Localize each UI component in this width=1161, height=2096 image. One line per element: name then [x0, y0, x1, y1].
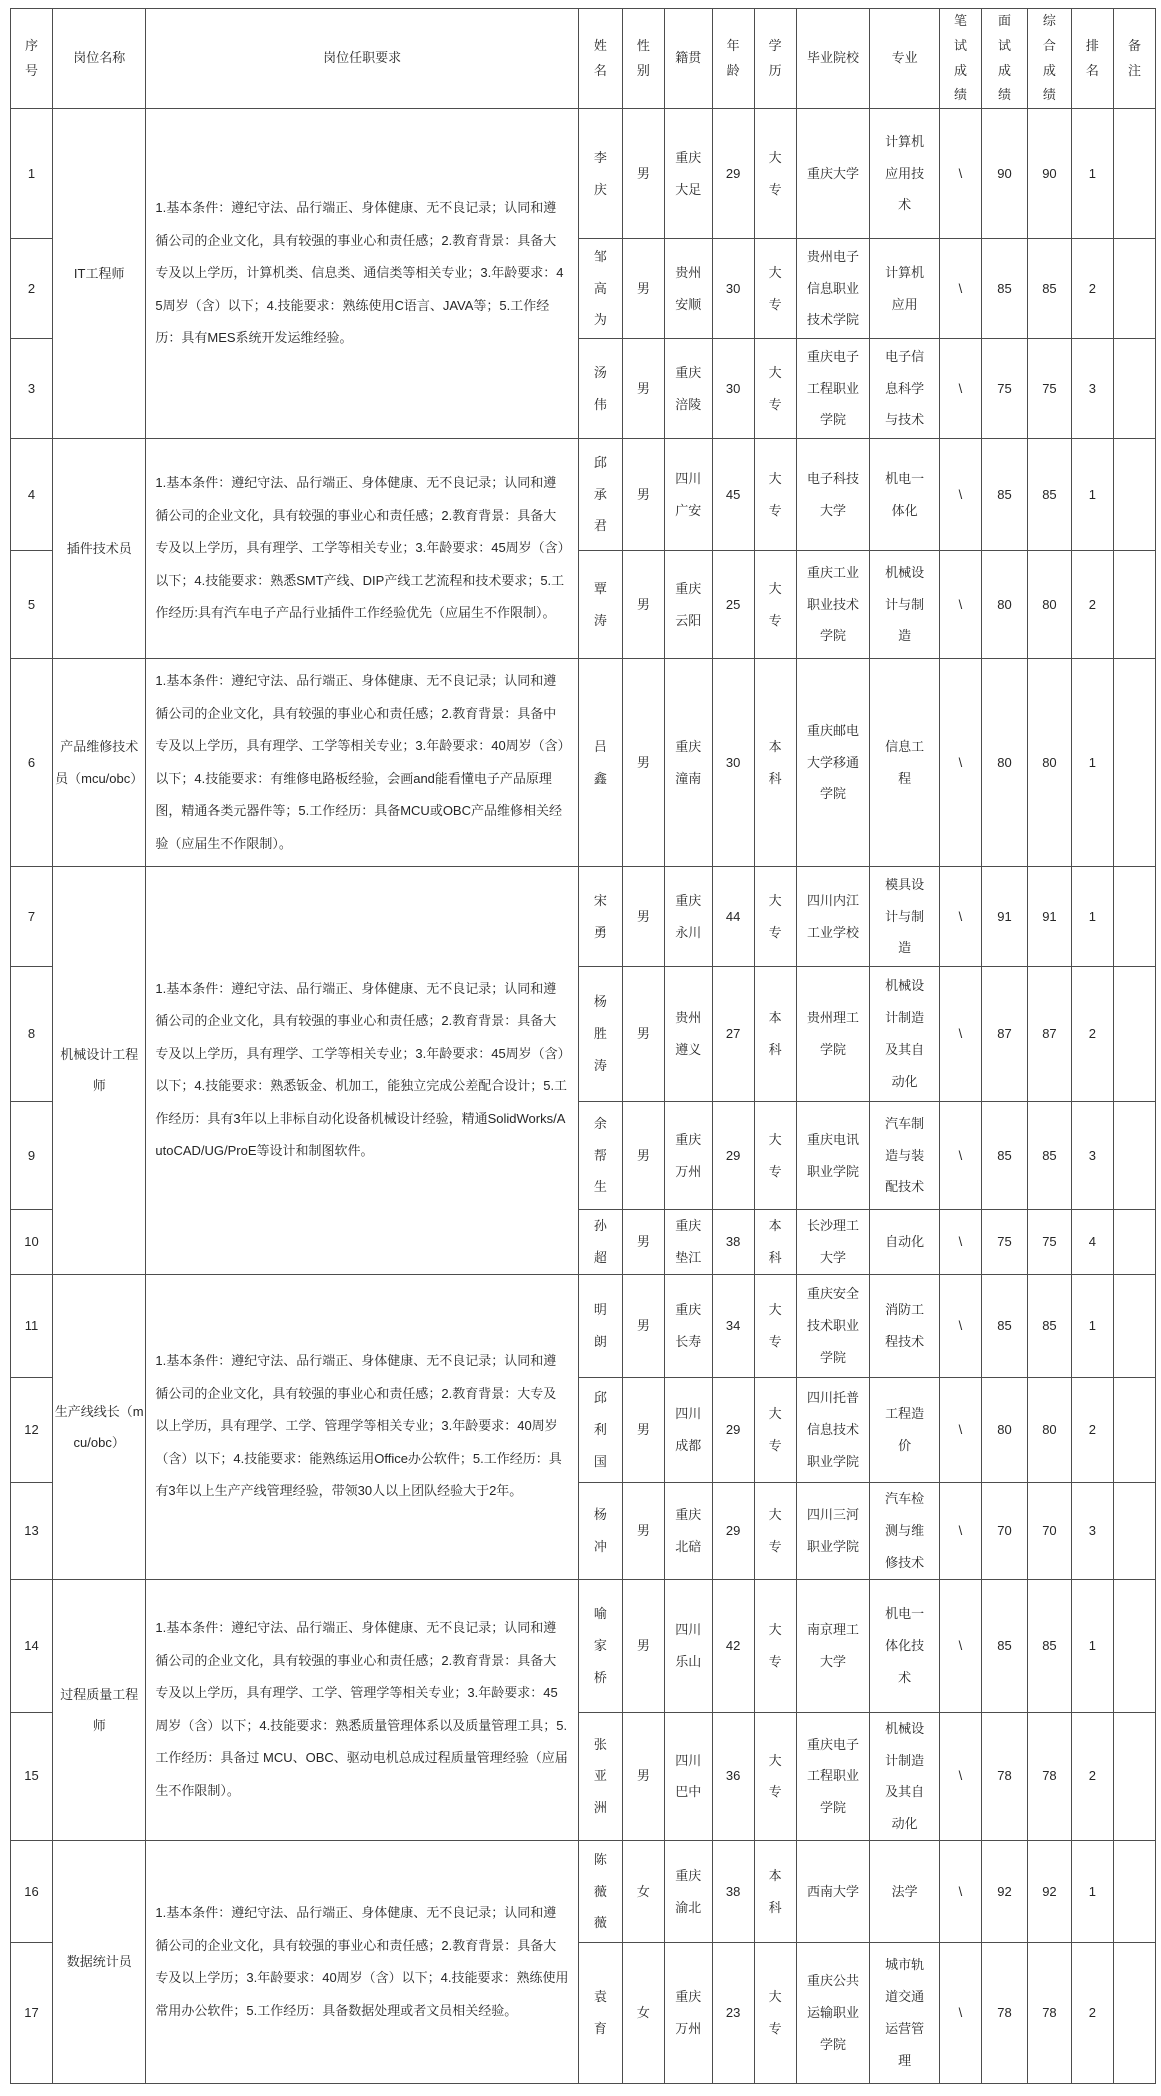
col-header-school: 毕业院校 [796, 9, 870, 109]
school-cell: 重庆安全技术职业学院 [796, 1274, 870, 1377]
school-cell: 贵州理工学院 [796, 967, 870, 1102]
written-score-cell: \ [939, 1841, 981, 1943]
major-cell: 模具设计与制造 [870, 867, 940, 967]
interview-score-cell: 85 [981, 439, 1027, 551]
school-cell: 电子科技大学 [796, 439, 870, 551]
row-index: 7 [11, 867, 53, 967]
interview-score-cell: 78 [981, 1943, 1027, 2084]
name-cell: 明朗 [578, 1274, 622, 1377]
row-index: 8 [11, 967, 53, 1102]
row-index: 17 [11, 1943, 53, 2084]
gender-cell: 男 [622, 1102, 664, 1210]
row-index: 5 [11, 551, 53, 659]
interview-score-cell: 80 [981, 551, 1027, 659]
row-index: 11 [11, 1274, 53, 1377]
rank-cell: 4 [1071, 1210, 1113, 1275]
interview-score-cell: 92 [981, 1841, 1027, 1943]
gender-cell: 男 [622, 1274, 664, 1377]
col-header-position: 岗位名称 [53, 9, 146, 109]
col-header-requirements: 岗位任职要求 [146, 9, 578, 109]
interview-score-cell: 87 [981, 967, 1027, 1102]
name-cell: 邹高为 [578, 239, 622, 339]
name-cell: 李庆 [578, 109, 622, 239]
age-cell: 29 [712, 109, 754, 239]
hometown-cell: 重庆大足 [664, 109, 712, 239]
rank-cell: 1 [1071, 867, 1113, 967]
school-cell: 重庆大学 [796, 109, 870, 239]
gender-cell: 男 [622, 1482, 664, 1579]
rank-cell: 1 [1071, 1579, 1113, 1712]
hometown-cell: 重庆潼南 [664, 659, 712, 867]
col-header-index: 序号 [11, 9, 53, 109]
gender-cell: 男 [622, 1579, 664, 1712]
remark-cell [1113, 239, 1155, 339]
interview-score-cell: 90 [981, 109, 1027, 239]
hometown-cell: 重庆万州 [664, 1943, 712, 2084]
rank-cell: 2 [1071, 1943, 1113, 2084]
row-index: 2 [11, 239, 53, 339]
col-header-interview-score: 面试成绩 [981, 9, 1027, 109]
major-cell: 机械设计与制造 [870, 551, 940, 659]
hometown-cell: 重庆北碚 [664, 1482, 712, 1579]
interview-score-cell: 78 [981, 1712, 1027, 1840]
education-cell: 大专 [754, 551, 796, 659]
position-cell: IT工程师 [53, 109, 146, 439]
written-score-cell: \ [939, 1210, 981, 1275]
position-cell: 数据统计员 [53, 1841, 146, 2084]
table-row [11, 1841, 1156, 1943]
education-cell: 大专 [754, 439, 796, 551]
requirements-cell: 1.基本条件：遵纪守法、品行端正、身体健康、无不良记录；认同和遵循公司的企业文化，具有较强的事业心和责任感；2.教育背景：具备大专及以上学历，具有理学、工学等相关专业；3.年龄要求：45周岁（含）以下；4.技能要求：熟悉SMT产线、DIP产线工艺流程和技术要求；5.工作经历:具有汽车电子产品行业插件工作经验优先（应届生不作限制）。 [146, 439, 578, 659]
overall-score-cell: 78 [1027, 1943, 1071, 2084]
row-index: 10 [11, 1210, 53, 1275]
major-cell: 机电一体化 [870, 439, 940, 551]
overall-score-cell: 85 [1027, 1102, 1071, 1210]
age-cell: 38 [712, 1841, 754, 1943]
interview-score-cell: 85 [981, 1579, 1027, 1712]
major-cell: 信息工程 [870, 659, 940, 867]
overall-score-cell: 85 [1027, 439, 1071, 551]
position-cell: 插件技术员 [53, 439, 146, 659]
school-cell: 西南大学 [796, 1841, 870, 1943]
overall-score-cell: 90 [1027, 109, 1071, 239]
written-score-cell: \ [939, 659, 981, 867]
rank-cell: 1 [1071, 1274, 1113, 1377]
education-cell: 本科 [754, 659, 796, 867]
gender-cell: 男 [622, 1712, 664, 1840]
rank-cell: 2 [1071, 967, 1113, 1102]
remark-cell [1113, 1841, 1155, 1943]
rank-cell: 3 [1071, 1482, 1113, 1579]
written-score-cell: \ [939, 1274, 981, 1377]
school-cell: 重庆电子工程职业学院 [796, 1712, 870, 1840]
remark-cell [1113, 1712, 1155, 1840]
rank-cell: 1 [1071, 659, 1113, 867]
hometown-cell: 重庆涪陵 [664, 339, 712, 439]
recruitment-results-table [10, 8, 1156, 2084]
row-index: 13 [11, 1482, 53, 1579]
table-row [11, 867, 1156, 967]
remark-cell [1113, 1377, 1155, 1482]
education-cell: 本科 [754, 1841, 796, 1943]
col-header-overall-score: 综合成绩 [1027, 9, 1071, 109]
name-cell: 邱利国 [578, 1377, 622, 1482]
interview-score-cell: 75 [981, 1210, 1027, 1275]
requirements-cell: 1.基本条件：遵纪守法、品行端正、身体健康、无不良记录；认同和遵循公司的企业文化，具有较强的事业心和责任感；2.教育背景：具备中专及以上学历，具有理学、工学等相关专业；3.年龄要求：40周岁（含）以下；4.技能要求：有维修电路板经验，会画and能看懂电子产品原理图，精通各类元器件等；5.工作经历：具备MCU或OBC产品维修相关经验（应届生不作限制）。 [146, 659, 578, 867]
overall-score-cell: 80 [1027, 1377, 1071, 1482]
hometown-cell: 贵州遵义 [664, 967, 712, 1102]
table-row [11, 1274, 1156, 1377]
col-header-name: 姓名 [578, 9, 622, 109]
requirements-cell: 1.基本条件：遵纪守法、品行端正、身体健康、无不良记录；认同和遵循公司的企业文化，具有较强的事业心和责任感；2.教育背景：具备大专及以上学历，具有理学、工学等相关专业；3.年龄要求：45周岁（含）以下；4.技能要求：熟悉钣金、机加工，能独立完成公差配合设计；5.工作经历：具有3年以上非标自动化设备机械设计经验，精通SolidWorks/AutoCAD/UG/ProE等设计和制图软件。 [146, 867, 578, 1275]
name-cell: 袁育 [578, 1943, 622, 2084]
rank-cell: 2 [1071, 239, 1113, 339]
education-cell: 大专 [754, 339, 796, 439]
education-cell: 本科 [754, 1210, 796, 1275]
age-cell: 29 [712, 1102, 754, 1210]
gender-cell: 女 [622, 1841, 664, 1943]
rank-cell: 2 [1071, 551, 1113, 659]
name-cell: 宋勇 [578, 867, 622, 967]
major-cell: 机电一体化技术 [870, 1579, 940, 1712]
row-index: 12 [11, 1377, 53, 1482]
remark-cell [1113, 867, 1155, 967]
gender-cell: 男 [622, 1377, 664, 1482]
gender-cell: 男 [622, 109, 664, 239]
name-cell: 孙超 [578, 1210, 622, 1275]
table-row [11, 1579, 1156, 1712]
education-cell: 大专 [754, 1712, 796, 1840]
education-cell: 大专 [754, 1377, 796, 1482]
remark-cell [1113, 1943, 1155, 2084]
education-cell: 大专 [754, 1943, 796, 2084]
position-cell: 机械设计工程师 [53, 867, 146, 1275]
age-cell: 23 [712, 1943, 754, 2084]
education-cell: 大专 [754, 1274, 796, 1377]
overall-score-cell: 80 [1027, 659, 1071, 867]
hometown-cell: 重庆万州 [664, 1102, 712, 1210]
age-cell: 29 [712, 1377, 754, 1482]
overall-score-cell: 75 [1027, 339, 1071, 439]
school-cell: 重庆电讯职业学院 [796, 1102, 870, 1210]
name-cell: 覃涛 [578, 551, 622, 659]
written-score-cell: \ [939, 339, 981, 439]
major-cell: 机械设计制造及其自动化 [870, 967, 940, 1102]
col-header-gender: 性别 [622, 9, 664, 109]
age-cell: 45 [712, 439, 754, 551]
major-cell: 汽车检测与维修技术 [870, 1482, 940, 1579]
written-score-cell: \ [939, 239, 981, 339]
col-header-education: 学历 [754, 9, 796, 109]
school-cell: 南京理工大学 [796, 1579, 870, 1712]
written-score-cell: \ [939, 1102, 981, 1210]
school-cell: 重庆邮电大学移通学院 [796, 659, 870, 867]
requirements-cell: 1.基本条件：遵纪守法、品行端正、身体健康、无不良记录；认同和遵循公司的企业文化，具有较强的事业心和责任感；2.教育背景：具备大专及以上学历；3.年龄要求：40周岁（含）以下；4.技能要求：熟练使用常用办公软件；5.工作经历：具备数据处理或者文员相关经验。 [146, 1841, 578, 2084]
row-index: 4 [11, 439, 53, 551]
gender-cell: 男 [622, 551, 664, 659]
rank-cell: 1 [1071, 439, 1113, 551]
overall-score-cell: 75 [1027, 1210, 1071, 1275]
name-cell: 吕鑫 [578, 659, 622, 867]
major-cell: 自动化 [870, 1210, 940, 1275]
name-cell: 邱承君 [578, 439, 622, 551]
rank-cell: 3 [1071, 1102, 1113, 1210]
age-cell: 29 [712, 1482, 754, 1579]
name-cell: 张亚洲 [578, 1712, 622, 1840]
gender-cell: 男 [622, 867, 664, 967]
name-cell: 杨胜涛 [578, 967, 622, 1102]
hometown-cell: 重庆垫江 [664, 1210, 712, 1275]
col-header-rank: 排名 [1071, 9, 1113, 109]
age-cell: 30 [712, 659, 754, 867]
table-row [11, 439, 1156, 551]
hometown-cell: 贵州安顺 [664, 239, 712, 339]
row-index: 1 [11, 109, 53, 239]
major-cell: 城市轨道交通运营管理 [870, 1943, 940, 2084]
school-cell: 重庆工业职业技术学院 [796, 551, 870, 659]
row-index: 3 [11, 339, 53, 439]
written-score-cell: \ [939, 109, 981, 239]
education-cell: 大专 [754, 1579, 796, 1712]
remark-cell [1113, 659, 1155, 867]
written-score-cell: \ [939, 867, 981, 967]
rank-cell: 2 [1071, 1712, 1113, 1840]
overall-score-cell: 91 [1027, 867, 1071, 967]
remark-cell [1113, 551, 1155, 659]
hometown-cell: 四川成都 [664, 1377, 712, 1482]
rank-cell: 2 [1071, 1377, 1113, 1482]
remark-cell [1113, 439, 1155, 551]
overall-score-cell: 92 [1027, 1841, 1071, 1943]
remark-cell [1113, 1210, 1155, 1275]
hometown-cell: 重庆渝北 [664, 1841, 712, 1943]
interview-score-cell: 85 [981, 1274, 1027, 1377]
overall-score-cell: 85 [1027, 1274, 1071, 1377]
education-cell: 大专 [754, 867, 796, 967]
row-index: 9 [11, 1102, 53, 1210]
row-index: 6 [11, 659, 53, 867]
written-score-cell: \ [939, 551, 981, 659]
major-cell: 计算机应用 [870, 239, 940, 339]
table-row [11, 659, 1156, 867]
gender-cell: 男 [622, 1210, 664, 1275]
requirements-cell: 1.基本条件：遵纪守法、品行端正、身体健康、无不良记录；认同和遵循公司的企业文化，具有较强的事业心和责任感；2.教育背景：大专及以上学历，具有理学、工学、管理学等相关专业；3.年龄要求：40周岁（含）以下；4.技能要求：能熟练运用Office办公软件；5.工作经历：具有3年以上生产产线管理经验，带领30人以上团队经验大于2年。 [146, 1274, 578, 1579]
position-cell: 生产线线长（mcu/obc） [53, 1274, 146, 1579]
interview-score-cell: 91 [981, 867, 1027, 967]
gender-cell: 男 [622, 339, 664, 439]
hometown-cell: 重庆永川 [664, 867, 712, 967]
major-cell: 工程造价 [870, 1377, 940, 1482]
written-score-cell: \ [939, 1712, 981, 1840]
remark-cell [1113, 1482, 1155, 1579]
name-cell: 陈薇薇 [578, 1841, 622, 1943]
col-header-hometown: 籍贯 [664, 9, 712, 109]
school-cell: 长沙理工大学 [796, 1210, 870, 1275]
name-cell: 汤伟 [578, 339, 622, 439]
row-index: 15 [11, 1712, 53, 1840]
name-cell: 余帮生 [578, 1102, 622, 1210]
interview-score-cell: 85 [981, 239, 1027, 339]
major-cell: 消防工程技术 [870, 1274, 940, 1377]
age-cell: 25 [712, 551, 754, 659]
major-cell: 法学 [870, 1841, 940, 1943]
remark-cell [1113, 1102, 1155, 1210]
written-score-cell: \ [939, 439, 981, 551]
overall-score-cell: 78 [1027, 1712, 1071, 1840]
name-cell: 喻家桥 [578, 1579, 622, 1712]
major-cell: 计算机应用技术 [870, 109, 940, 239]
school-cell: 重庆公共运输职业学院 [796, 1943, 870, 2084]
gender-cell: 男 [622, 659, 664, 867]
education-cell: 大专 [754, 1102, 796, 1210]
row-index: 16 [11, 1841, 53, 1943]
interview-score-cell: 75 [981, 339, 1027, 439]
col-header-remark: 备注 [1113, 9, 1155, 109]
gender-cell: 男 [622, 439, 664, 551]
remark-cell [1113, 1579, 1155, 1712]
education-cell: 大专 [754, 109, 796, 239]
age-cell: 44 [712, 867, 754, 967]
major-cell: 汽车制造与装配技术 [870, 1102, 940, 1210]
age-cell: 36 [712, 1712, 754, 1840]
position-cell: 产品维修技术员（mcu/obc） [53, 659, 146, 867]
col-header-major: 专业 [870, 9, 940, 109]
overall-score-cell: 80 [1027, 551, 1071, 659]
rank-cell: 1 [1071, 1841, 1113, 1943]
remark-cell [1113, 339, 1155, 439]
written-score-cell: \ [939, 1377, 981, 1482]
written-score-cell: \ [939, 1579, 981, 1712]
overall-score-cell: 70 [1027, 1482, 1071, 1579]
gender-cell: 男 [622, 239, 664, 339]
age-cell: 34 [712, 1274, 754, 1377]
interview-score-cell: 80 [981, 659, 1027, 867]
age-cell: 30 [712, 339, 754, 439]
requirements-cell: 1.基本条件：遵纪守法、品行端正、身体健康、无不良记录；认同和遵循公司的企业文化，具有较强的事业心和责任感；2.教育背景：具备大专及以上学历，具有理学、工学、管理学等相关专业；3.年龄要求：45周岁（含）以下；4.技能要求：熟悉质量管理体系以及质量管理工具；5.工作经历：具备过 MCU、OBC、驱动电机总成过程质量管理经验（应届生不作限制）。 [146, 1579, 578, 1840]
age-cell: 42 [712, 1579, 754, 1712]
gender-cell: 女 [622, 1943, 664, 2084]
school-cell: 四川三河职业学院 [796, 1482, 870, 1579]
col-header-age: 年龄 [712, 9, 754, 109]
school-cell: 贵州电子信息职业技术学院 [796, 239, 870, 339]
school-cell: 四川内江工业学校 [796, 867, 870, 967]
school-cell: 四川托普信息技术职业学院 [796, 1377, 870, 1482]
remark-cell [1113, 967, 1155, 1102]
age-cell: 38 [712, 1210, 754, 1275]
hometown-cell: 四川巴中 [664, 1712, 712, 1840]
gender-cell: 男 [622, 967, 664, 1102]
col-header-written-score: 笔试成绩 [939, 9, 981, 109]
major-cell: 机械设计制造及其自动化 [870, 1712, 940, 1840]
interview-score-cell: 85 [981, 1102, 1027, 1210]
hometown-cell: 重庆云阳 [664, 551, 712, 659]
overall-score-cell: 85 [1027, 239, 1071, 339]
name-cell: 杨冲 [578, 1482, 622, 1579]
education-cell: 本科 [754, 967, 796, 1102]
written-score-cell: \ [939, 967, 981, 1102]
remark-cell [1113, 1274, 1155, 1377]
overall-score-cell: 85 [1027, 1579, 1071, 1712]
interview-score-cell: 70 [981, 1482, 1027, 1579]
major-cell: 电子信息科学与技术 [870, 339, 940, 439]
interview-score-cell: 80 [981, 1377, 1027, 1482]
row-index: 14 [11, 1579, 53, 1712]
hometown-cell: 重庆长寿 [664, 1274, 712, 1377]
remark-cell [1113, 109, 1155, 239]
position-cell: 过程质量工程师 [53, 1579, 146, 1840]
rank-cell: 3 [1071, 339, 1113, 439]
age-cell: 30 [712, 239, 754, 339]
requirements-cell: 1.基本条件：遵纪守法、品行端正、身体健康、无不良记录；认同和遵循公司的企业文化，具有较强的事业心和责任感；2.教育背景：具备大专及以上学历，计算机类、信息类、通信类等相关专业；3.年龄要求：45周岁（含）以下；4.技能要求：熟练使用C语言、JAVA等；5.工作经历：具有MES系统开发运维经验。 [146, 109, 578, 439]
age-cell: 27 [712, 967, 754, 1102]
education-cell: 大专 [754, 1482, 796, 1579]
education-cell: 大专 [754, 239, 796, 339]
overall-score-cell: 87 [1027, 967, 1071, 1102]
table-row [11, 109, 1156, 239]
written-score-cell: \ [939, 1943, 981, 2084]
hometown-cell: 四川乐山 [664, 1579, 712, 1712]
hometown-cell: 四川广安 [664, 439, 712, 551]
written-score-cell: \ [939, 1482, 981, 1579]
school-cell: 重庆电子工程职业学院 [796, 339, 870, 439]
rank-cell: 1 [1071, 109, 1113, 239]
header-row [11, 9, 1156, 109]
